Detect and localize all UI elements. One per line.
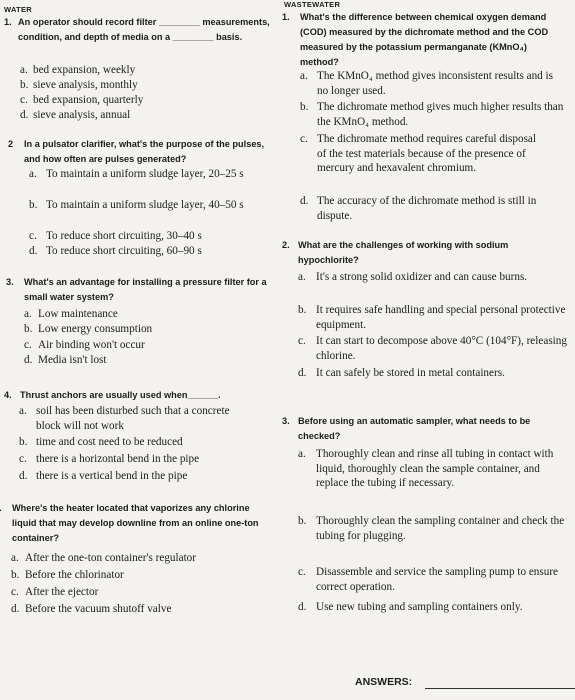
option-text: soil has been disturbed such that a concrete block will not work (36, 405, 230, 432)
option-text: The dichromate method gives much higher results than the KMnO₄ method. (317, 101, 564, 128)
water-q5 (0, 501, 274, 546)
option-letter: a. (20, 64, 28, 76)
wastewater-q3 (282, 414, 547, 444)
water-q3-option-c (24, 338, 274, 353)
option-text: Thoroughly clean and rinse all tubing in contact with liquid, thoroughly clean the sample container, and replace the tubing if necessary. (316, 448, 554, 490)
question-number: 1. (4, 17, 12, 27)
question-number: 2. (282, 240, 290, 250)
question-number: 3. (282, 416, 290, 426)
question-number (0, 501, 2, 516)
option-text: After the ejector (25, 586, 99, 598)
water-q4-option-b (19, 435, 269, 450)
option-letter: c. (298, 335, 306, 347)
wastewater-q2-option-d (298, 366, 543, 381)
option-text: It's a strong solid oxidizer and can cause burns. (316, 271, 528, 283)
question-stem: In a pulsator clarifier, what's the purpose of the pulses, and how often are pulses generated? (24, 139, 265, 164)
wastewater-q1-option-c (300, 132, 545, 176)
question-stem: What's an advantage for installing a pressure filter for a small water system? (24, 277, 267, 302)
option-text: sieve analysis, monthly (33, 79, 138, 91)
wastewater-q3-option-a (298, 447, 568, 491)
option-letter: a. (11, 552, 19, 564)
water-q3 (6, 275, 276, 305)
water-q4 (4, 388, 274, 403)
option-text: Low energy consumption (38, 323, 153, 335)
wastewater-q3-option-d (298, 600, 573, 615)
water-q2-option-b (29, 198, 265, 213)
option-letter: b. (300, 101, 309, 113)
option-letter: c. (298, 566, 306, 578)
option-text: bed expansion, weekly (33, 64, 136, 76)
option-letter: d. (24, 354, 33, 366)
question-stem: Before using an automatic sampler, what needs to be checked? (298, 416, 531, 441)
water-q2-option-c (29, 229, 289, 244)
water-q1 (4, 15, 272, 45)
wastewater-q2-option-c (298, 334, 568, 363)
option-text: Before the chlorinator (25, 569, 124, 581)
question-stem: Where's the heater located that vaporizes any chlorine liquid that may develop downline from an online one-ton container? (12, 503, 259, 543)
option-text: It can start to decompose above 40°C (104°F), releasing chlorine. (316, 335, 567, 362)
option-text: there is a vertical bend in the pipe (36, 470, 188, 482)
wastewater-q3-option-c (298, 565, 573, 594)
option-text: To maintain a uniform sludge layer, 20–25 s (46, 168, 244, 180)
option-text: The KMnO₄ method gives inconsistent results and is no longer used. (317, 70, 554, 97)
option-text: sieve analysis, annual (33, 109, 131, 121)
question-stem: An operator should record filter ________ measurements, condition, and depth of media on a ________ basis. (18, 17, 270, 42)
option-letter: c. (300, 133, 308, 145)
option-letter: d. (19, 470, 28, 482)
option-letter: b. (11, 569, 20, 581)
wastewater-q1-option-a (300, 69, 565, 98)
option-letter: d. (11, 603, 20, 615)
option-text: Thoroughly clean the sampling container and check the tubing for plugging. (316, 515, 565, 542)
question-stem: What are the challenges of working with sodium hypochlorite? (298, 240, 509, 265)
option-letter: a. (19, 405, 27, 417)
option-text: Low maintenance (38, 308, 118, 320)
option-letter: d. (298, 367, 307, 379)
option-letter: d. (29, 245, 38, 257)
option-text: Use new tubing and sampling containers only. (316, 601, 523, 613)
option-text: Disassemble and service the sampling pump to ensure correct operation. (316, 566, 559, 593)
option-letter: b. (29, 199, 38, 211)
option-letter: c. (11, 586, 19, 598)
option-text: After the one-ton container's regulator (25, 552, 197, 564)
wastewater-q3-option-b (298, 514, 568, 543)
option-text: there is a horizontal bend in the pipe (36, 453, 200, 465)
answers-label: ANSWERS: (355, 676, 413, 688)
question-number: 1. (282, 12, 290, 22)
option-letter: b. (20, 79, 29, 91)
option-letter: b. (19, 436, 28, 448)
option-text: time and cost need to be reduced (36, 436, 183, 448)
water-q4-option-d (19, 469, 284, 484)
option-letter: a. (29, 168, 37, 180)
option-letter: a. (298, 271, 306, 283)
question-number: 3. (6, 277, 14, 287)
water-q2 (8, 137, 274, 167)
option-letter: a. (298, 448, 306, 460)
option-letter: d. (20, 109, 29, 121)
option-text: To reduce short circuiting, 60–90 s (46, 245, 202, 257)
wastewater-q1-option-b (300, 100, 570, 129)
water-q2-option-d (29, 244, 289, 259)
water-q3-option-b (24, 322, 274, 337)
question-stem: What's the difference between chemical oxygen demand (COD) measured by the dichromate method and the COD measured by the potassium permanganate (KMnO₄) method? (300, 12, 549, 67)
option-text: Before the vacuum shutoff valve (25, 603, 172, 615)
water-q1-option-c (20, 93, 270, 108)
water-q1-option-b (20, 78, 270, 93)
option-text: The accuracy of the dichromate method is still in dispute. (317, 195, 537, 222)
option-letter: c. (20, 94, 28, 106)
option-text: It can safely be stored in metal containers. (316, 367, 505, 379)
wastewater-q2-option-a (298, 270, 558, 285)
water-q5-option-a (11, 551, 281, 566)
water-q1-option-d (20, 108, 270, 123)
option-letter: c. (19, 453, 27, 465)
option-text: Media isn't lost (38, 354, 107, 366)
option-text: The dichromate method requires careful disposal of the test materials because of the presence of mercury and hexavalent chromium. (317, 133, 537, 175)
option-text: To reduce short circuiting, 30–40 s (46, 230, 202, 242)
option-letter: a. (24, 308, 32, 320)
water-q5-option-b (11, 568, 281, 583)
option-letter: b. (298, 304, 307, 316)
water-q5-option-c (11, 585, 281, 600)
option-text: It requires safe handling and special personal protective equipment. (316, 304, 566, 331)
option-letter: d. (300, 195, 309, 207)
option-letter: c. (29, 230, 37, 242)
option-letter: d. (298, 601, 307, 613)
water-q4-option-c (19, 452, 284, 467)
water-q5-option-d (11, 602, 281, 617)
wastewater-q2-option-b (298, 303, 568, 332)
option-letter: c. (24, 339, 32, 351)
water-q4-option-a (19, 404, 249, 433)
water-q2-option-a (29, 167, 265, 182)
option-letter: a. (300, 70, 308, 82)
water-section-heading: WATER (4, 5, 33, 14)
option-letter: b. (24, 323, 33, 335)
water-q3-option-d (24, 353, 274, 368)
question-number: 4. (4, 390, 12, 400)
answers-line (425, 688, 575, 689)
question-stem: Thrust anchors are usually used when______. (20, 390, 221, 400)
wastewater-q2 (282, 238, 562, 268)
option-text: bed expansion, quarterly (33, 94, 144, 106)
wastewater-q1 (282, 10, 557, 70)
water-q3-option-a (24, 307, 274, 322)
option-text: To maintain a uniform sludge layer, 40–50 s (46, 199, 244, 211)
wastewater-q1-option-d (300, 194, 545, 223)
option-letter: b. (298, 515, 307, 527)
wastewater-section-heading: WASTEWATER (284, 0, 341, 9)
water-q1-option-a (20, 63, 270, 78)
question-number: 2 (8, 139, 14, 149)
option-text: Air binding won't occur (38, 339, 145, 351)
